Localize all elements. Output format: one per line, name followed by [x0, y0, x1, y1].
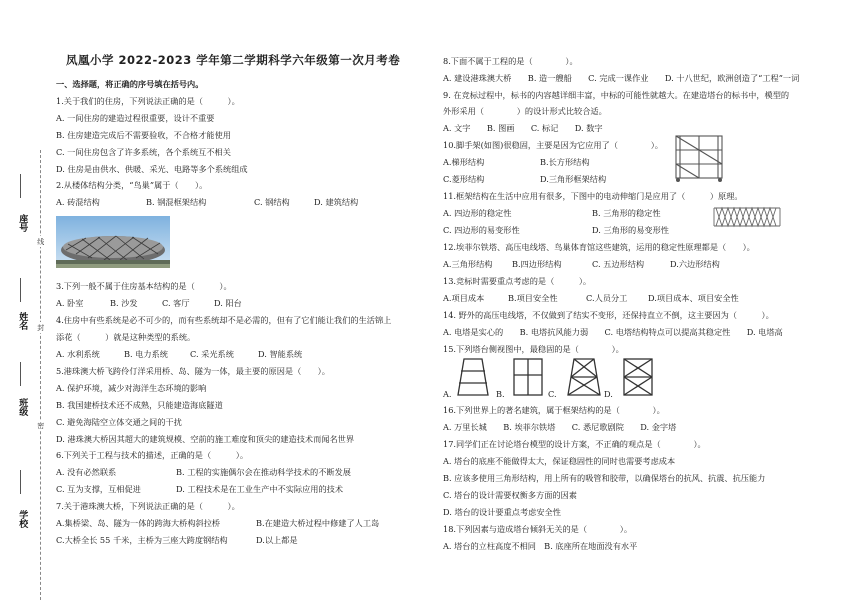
q14-stem: 14. 野外的高压电线塔，不仅做到了结实不变形，还保持直立不倒，这主要因为（ ）。	[443, 310, 774, 320]
q4-option-b: B. 电力系统	[124, 349, 168, 359]
q7-option-d: D.以上都是	[256, 535, 298, 545]
q12-option-a: A.三角形结构	[443, 259, 493, 269]
q5-option-c: C. 避免海陆空立体交通之间的干扰	[56, 417, 182, 427]
q3-stem: 3.下列一般不属于住房基本结构的是（ ）。	[56, 281, 232, 291]
name-label: 姓名	[17, 312, 28, 330]
q10-option-d: D.三角形框架结构	[540, 174, 607, 184]
q6-option-a: A. 没有必然联系	[56, 467, 117, 477]
q13-option-a: A.项目成本	[443, 293, 485, 303]
q8-stem: 8.下面不属于工程的是（ ）。	[443, 56, 578, 66]
q11-option-d: D. 三角形的易变形性	[592, 225, 669, 235]
q6-option-c: C. 互为支撑，互相促进	[56, 484, 141, 494]
q1-option-d: D. 住房是由供水、供暖、采光、电路等多个系统组成	[56, 164, 248, 174]
q2-option-a: A. 砖混结构	[56, 197, 100, 207]
q11-option-b: B. 三角形的稳定性	[592, 208, 661, 218]
q12-stem: 12.埃菲尔铁塔、高压电线塔、鸟巢体育馆这些建筑，运用的稳定性原理都是（ ）。	[443, 242, 755, 252]
seal-mark-line: 线	[36, 238, 45, 245]
q15-option-c: C.	[548, 389, 557, 399]
section-heading: 一、选择题，将正确的序号填在括号内。	[56, 79, 204, 89]
q9-options: A. 文字 B. 图画 C. 标记 D. 数字	[443, 123, 603, 133]
page-title: 凤凰小学 2022-2023 学年第二学期科学六年级第一次月考卷	[66, 53, 401, 67]
q10-stem: 10.脚手架(如图)很稳固，主要是因为它应用了（ ）。	[443, 140, 663, 150]
q18-stem: 18.下列因素与造成塔台倾斜无关的是（ ）。	[443, 524, 633, 534]
q7-option-a: A.集桥梁、岛、隧为一体的跨海大桥构斜拉桥	[56, 518, 221, 528]
q16-stem: 16.下列世界上的著名建筑，属于框架结构的是（ ）。	[443, 405, 665, 415]
q17-stem: 17.同学们正在讨论塔台模型的设计方案，不正确的观点是（ ）。	[443, 439, 706, 449]
scaffold-figure	[672, 132, 728, 184]
tower-side-views-figure	[448, 355, 688, 399]
q17-option-c: C. 塔台的设计需要权衡多方面的因素	[443, 490, 577, 500]
q15-stem: 15.下列塔台侧视图中，最稳固的是（ ）。	[443, 344, 624, 354]
q13-stem: 13.竞标时需要重点考虑的是（ ）。	[443, 276, 592, 286]
q7-option-b: B.在建造大桥过程中修建了人工岛	[256, 518, 380, 528]
q11-stem: 11.框架结构在生活中应用有很多，下图中的电动伸缩门是应用了（ ）原理。	[443, 191, 743, 201]
q17-option-b: B. 应该多使用三角形结构，用上所有的吸管和胶带，以确保塔台的抗风、抗震、抗压能力	[443, 473, 766, 483]
q1-option-c: C. 一间住房包含了许多系统，各个系统互不相关	[56, 147, 231, 157]
q16-options: A. 万里长城 B. 埃菲尔铁塔 C. 悉尼歌剧院 D. 金字塔	[443, 422, 677, 432]
q7-option-c: C.大桥全长 55 千米，主桥为三座大跨度钢结构	[56, 535, 228, 545]
q6-option-b: B. 工程的实施偶尔会在推动科学技术的不断发展	[176, 467, 351, 477]
q9-stem-line2: 外形采用（ ）的设计形式比较合适。	[443, 106, 607, 116]
school-line	[20, 470, 21, 494]
q2-option-c: C. 钢结构	[254, 197, 290, 207]
q5-stem: 5.港珠澳大桥飞跨伶仃洋采用桥、岛、隧为一体，最主要的原因是（ ）。	[56, 366, 330, 376]
q5-option-d: D. 港珠澳大桥因其超大的建筑规模、空前的施工难度和顶尖的建造技术而闻名世界	[56, 434, 355, 444]
seat-number-label: 座号	[17, 214, 28, 232]
class-line	[20, 362, 21, 386]
q3-option-a: A. 卧室	[56, 298, 84, 308]
q3-option-b: B. 沙发	[110, 298, 138, 308]
q17-option-d: D. 塔台的设计要重点考虑安全性	[443, 507, 561, 517]
q18-options: A. 塔台的立柱高度不相同 B. 底座所在地面没有水平	[443, 541, 638, 551]
q6-option-d: D. 工程技术是在工业生产中不实际应用的技术	[176, 484, 344, 494]
q13-option-b: B.项目安全性	[508, 293, 558, 303]
q15-option-b: B.	[496, 389, 505, 399]
q10-option-c: C.菱形结构	[443, 174, 485, 184]
q12-option-d: D.六边形结构	[670, 259, 720, 269]
q1-option-a: A. 一间住房的建造过程很重要，设计不重要	[56, 113, 215, 123]
seal-mark-seal: 封	[36, 324, 45, 331]
q3-option-c: C. 客厅	[162, 298, 190, 308]
q9-stem-line1: 9. 在竞标过程中，标书的内容越详细丰富，中标的可能性就越大。在建造塔台的标书中，模型的	[443, 90, 790, 100]
q4-option-c: C. 采光系统	[190, 349, 234, 359]
q11-option-a: A. 四边形的稳定性	[443, 208, 512, 218]
q2-stem: 2.从楼体结构分类，“鸟巢”属于（ ）。	[56, 180, 208, 190]
q12-option-b: B.四边形结构	[512, 259, 562, 269]
q6-stem: 6.下列关于工程与技术的描述，正确的是（ ）。	[56, 450, 249, 460]
class-label: 班级	[17, 398, 28, 416]
q13-option-c: C.人员分工	[586, 293, 628, 303]
q4-option-a: A. 水利系统	[56, 349, 100, 359]
q10-option-a: A.梯形结构	[443, 157, 485, 167]
q10-option-b: B.长方形结构	[540, 157, 590, 167]
q15-option-a: A.	[443, 389, 452, 399]
q4-option-d: D. 智能系统	[258, 349, 303, 359]
q8-options: A. 建设港珠澳大桥 B. 造一艘船 C. 完成一课作业 D. 十八世纪，欧洲创造了“工程”一词	[443, 73, 800, 83]
q5-option-b: B. 我国建桥技术还不成熟，只能建造海底隧道	[56, 400, 223, 410]
q11-option-c: C. 四边形的易变形性	[443, 225, 520, 235]
q15-option-d: D.	[604, 389, 613, 399]
birds-nest-photo	[56, 216, 170, 268]
q4-stem-line2: 添花（ ）就是这种类型的系统。	[56, 332, 196, 342]
retractable-gate-figure	[712, 206, 782, 228]
binding-margin	[0, 0, 62, 608]
seat-number-line	[20, 174, 21, 198]
q14-options: A. 电塔是实心的 B. 电塔抗风能力弱 C. 电塔结构特点可以提高其稳定性 D. 电塔高	[443, 327, 783, 337]
name-line	[20, 278, 21, 302]
q12-option-c: C. 五边形结构	[592, 259, 645, 269]
q4-stem-line1: 4.住房中有些系统是必不可少的，而有些系统却不是必需的，但有了它们能让我们的生活锦上	[56, 315, 392, 325]
q1-stem: 1.关于我们的住房，下列说法正确的是（ ）。	[56, 96, 240, 106]
q3-option-d: D. 阳台	[214, 298, 242, 308]
q1-option-b: B. 住房建造完成后不需要验收，不合格才能使用	[56, 130, 231, 140]
q7-stem: 7.关于港珠澳大桥，下列说法正确的是（ ）。	[56, 501, 240, 511]
q5-option-a: A. 保护环境，减少对海洋生态环境的影响	[56, 383, 207, 393]
q17-option-a: A. 塔台的底座不能做得太大，保证稳固性的同时也需要考虑成本	[443, 456, 676, 466]
q2-option-d: D. 建筑结构	[314, 197, 359, 207]
cut-line	[40, 150, 41, 600]
seal-mark-secret: 密	[36, 422, 45, 429]
q2-option-b: B. 钢混框架结构	[146, 197, 207, 207]
school-label: 学校	[17, 510, 28, 528]
q13-option-d: D.项目成本、项目安全性	[648, 293, 739, 303]
